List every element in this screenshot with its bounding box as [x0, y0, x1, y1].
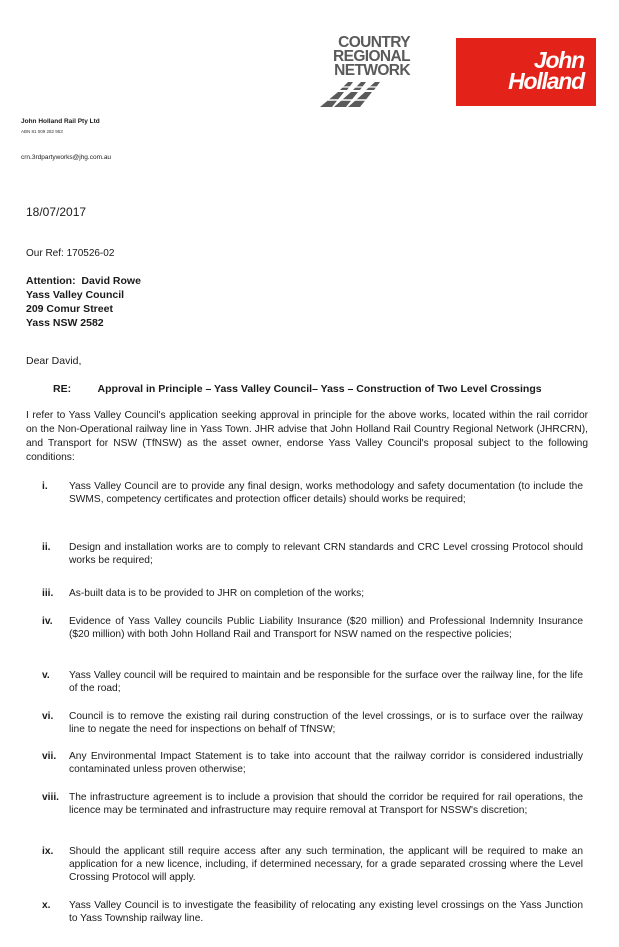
condition-number: viii.	[42, 792, 59, 803]
our-reference: Our Ref: 170526-02	[26, 248, 115, 259]
jh-logo-line: Holland	[508, 68, 584, 94]
letter-date: 18/07/2017	[26, 205, 87, 219]
condition-number: iii.	[42, 588, 54, 599]
salutation: Dear David,	[26, 355, 82, 367]
condition-number: ii.	[42, 542, 51, 553]
recipient-block	[26, 274, 141, 330]
recipient-street: 209 Comur Street	[26, 303, 113, 315]
condition-text: Evidence of Yass Valley councils Public Liability Insurance ($20 million) and Professional Indemnity Insurance ($20 million) with both John Holland Rail and Transport for NSW named on the respective policies;	[69, 616, 583, 640]
subject-line	[53, 383, 542, 395]
jh-logo-line: John	[533, 47, 584, 73]
condition-number: vii.	[42, 751, 57, 762]
condition-number: iv.	[42, 616, 53, 627]
condition-text: Yass Valley Council is to investigate the feasibility of relocating any existing level crossings on the Yass Junction to Yass Township railway line.	[69, 900, 583, 924]
subject-label: RE:	[53, 383, 72, 395]
john-holland-logo	[456, 38, 596, 106]
condition-number: ix.	[42, 846, 54, 857]
condition-number: i.	[42, 481, 48, 492]
intro-paragraph: I refer to Yass Valley Council's application seeking approval in principle for the above works, located within the rail corridor on the Non-Operational railway line in Yass Town. JHR advise that John Holland Rail Country Regional Network (JHRCRN), and Transport for NSW (TfNSW) as the asset owner, endorse Yass Valley Council's proposal subject to the following conditions:	[26, 410, 588, 463]
condition-text: The infrastructure agreement is to include a provision that should the corridor be required for rail operations, the licence may be terminated and infrastructure may require removal at Transport for NSSW's discretion;	[69, 792, 583, 816]
condition-number: vi.	[42, 711, 54, 722]
condition-number: x.	[42, 900, 51, 911]
rail-track-icon	[318, 80, 388, 108]
attention-line	[26, 274, 141, 288]
subject-text: Approval in Principle – Yass Valley Council– Yass – Construction of Two Level Crossings	[97, 383, 542, 395]
recipient-town: Yass NSW 2582	[26, 317, 104, 329]
condition-text: Design and installation works are to comply to relevant CRN standards and CRC Level crossing Protocol should works be required;	[69, 542, 583, 566]
condition-text: Any Environmental Impact Statement is to take into account that the railway corridor is considered industrially contaminated unless proven otherwise;	[69, 751, 583, 775]
crn-logo-line: COUNTRY	[338, 34, 410, 51]
condition-text: As-built data is to be provided to JHR on completion of the works;	[69, 588, 365, 599]
sender-abn: ABN 81 009 282 953	[21, 129, 63, 134]
condition-text: Should the applicant still require access after any such termination, the applicant will be required to make an application for a new licence, including, if determined necessary, for a grade separated crossing where the Level Crossing Protocol will apply.	[69, 846, 583, 883]
sender-company: John Holland Rail Pty Ltd	[21, 118, 100, 125]
crn-logo-line: NETWORK	[334, 62, 410, 79]
condition-text: Council is to remove the existing rail during construction of the level crossings, or is to surface over the railway line to negate the need for inspections on behalf of TfNSW;	[69, 711, 583, 735]
condition-text: Yass Valley council will be required to maintain and be responsible for the surface over the railway line, for the life of the road;	[69, 670, 583, 694]
john-holland-logo-text	[456, 47, 596, 94]
condition-number: v.	[42, 670, 50, 681]
condition-text: Yass Valley Council are to provide any final design, works methodology and safety documentation (to include the SWMS, competency certificates and protection officer details) should works be required;	[69, 481, 583, 505]
attention-label: Attention:	[26, 275, 76, 287]
recipient-organisation: Yass Valley Council	[26, 289, 125, 301]
recipient-name: David Rowe	[81, 275, 141, 287]
crn-logo	[318, 36, 414, 108]
crn-logo-text	[333, 36, 410, 78]
sender-email: crn.3rdpartyworks@jhg.com.au	[21, 154, 112, 161]
crn-logo-line: REGIONAL	[332, 48, 410, 65]
